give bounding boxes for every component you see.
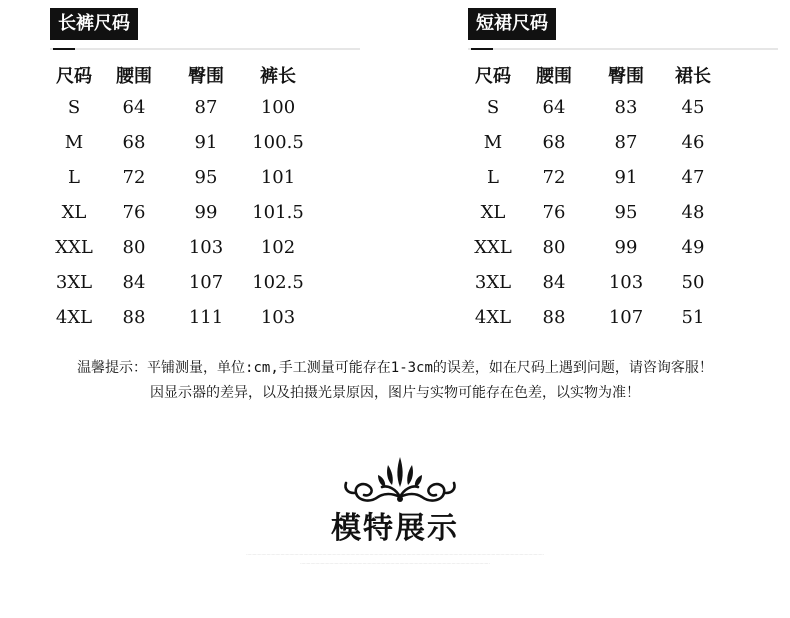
cell-size: 4XL — [55, 307, 93, 328]
cell-length: 48 — [681, 202, 705, 223]
cell-length: 46 — [681, 132, 705, 153]
cell-length: 47 — [681, 167, 705, 188]
skirt-title-divider — [468, 48, 778, 50]
skirt-size-title: 短裙尺码 — [468, 8, 556, 40]
cell-length: 45 — [681, 97, 705, 118]
cell-size: L — [487, 167, 499, 188]
cell-size: 4XL — [474, 307, 512, 328]
pants-title-divider — [50, 48, 360, 50]
table-row — [50, 195, 314, 230]
table-row — [468, 125, 724, 160]
header-waist: 腰围 — [116, 66, 152, 87]
table-row — [50, 90, 314, 125]
decorative-fine-print: ····················································································································································· — [300, 561, 490, 566]
table-row — [468, 90, 724, 125]
skirt-size-panel — [468, 8, 778, 335]
cell-length: 49 — [681, 237, 705, 258]
cell-hip: 107 — [188, 272, 224, 293]
cell-length: 51 — [681, 307, 705, 328]
cell-size: S — [486, 97, 500, 118]
cell-hip: 103 — [608, 272, 644, 293]
cell-waist: 76 — [122, 202, 146, 223]
skirt-size-table — [468, 60, 724, 335]
cell-hip: 95 — [614, 202, 638, 223]
cell-waist: 64 — [122, 97, 146, 118]
cell-waist: 84 — [542, 272, 566, 293]
cell-length: 100.5 — [252, 132, 304, 153]
cell-waist: 88 — [542, 307, 566, 328]
pants-rows — [50, 90, 314, 335]
cell-hip: 107 — [608, 307, 644, 328]
flourish-ornament-icon — [340, 453, 460, 505]
cell-waist: 80 — [542, 237, 566, 258]
table-row — [50, 230, 314, 265]
cell-hip: 83 — [614, 97, 638, 118]
pants-size-title: 长裤尺码 — [50, 8, 138, 40]
table-row — [468, 195, 724, 230]
measurement-notes — [0, 356, 790, 406]
note-line-2: 因显示器的差异，以及拍摄光景原因，图片与实物可能存在色差，以实物为准！ — [150, 385, 640, 401]
header-waist: 腰围 — [536, 66, 572, 87]
cell-size: L — [68, 167, 80, 188]
cell-length: 101 — [260, 167, 296, 188]
cell-waist: 68 — [122, 132, 146, 153]
cell-size: XL — [61, 202, 87, 223]
table-row — [468, 230, 724, 265]
divider-accent — [53, 48, 75, 50]
header-length: 裤长 — [260, 66, 296, 87]
cell-hip: 99 — [614, 237, 638, 258]
cell-length: 102.5 — [252, 272, 304, 293]
cell-hip: 99 — [194, 202, 218, 223]
cell-size: XL — [480, 202, 506, 223]
cell-size: S — [67, 97, 81, 118]
table-header-row — [468, 60, 724, 90]
table-row — [468, 300, 724, 335]
note-line-1: 温馨提示：平铺测量，单位:cm,手工测量可能存在1-3cm的误差，如在尺码上遇到问题，请咨询客服！ — [77, 360, 713, 376]
table-row — [50, 125, 314, 160]
cell-hip: 103 — [188, 237, 224, 258]
cell-size: M — [483, 132, 503, 153]
table-row — [468, 265, 724, 300]
table-row — [50, 265, 314, 300]
cell-size: XXL — [55, 237, 93, 258]
cell-waist: 76 — [542, 202, 566, 223]
cell-length: 103 — [260, 307, 296, 328]
header-hip: 臀围 — [188, 66, 224, 87]
table-row — [468, 160, 724, 195]
cell-size: XXL — [474, 237, 512, 258]
cell-waist: 80 — [122, 237, 146, 258]
cell-length: 100 — [260, 97, 296, 118]
skirt-rows — [468, 90, 724, 335]
decorative-fine-print: ·········································································································································································································································· — [246, 552, 544, 557]
cell-hip: 111 — [188, 307, 224, 328]
pants-size-table — [50, 60, 314, 335]
header-length: 裙长 — [675, 66, 711, 87]
cell-waist: 64 — [542, 97, 566, 118]
cell-length: 101.5 — [252, 202, 304, 223]
cell-length: 102 — [260, 237, 296, 258]
table-row — [50, 160, 314, 195]
header-hip: 臀围 — [608, 66, 644, 87]
cell-size: M — [64, 132, 84, 153]
cell-length: 50 — [681, 272, 705, 293]
cell-hip: 95 — [194, 167, 218, 188]
table-row — [50, 300, 314, 335]
pants-size-panel — [50, 8, 360, 335]
cell-size: 3XL — [474, 272, 512, 293]
cell-hip: 91 — [614, 167, 638, 188]
cell-waist: 84 — [122, 272, 146, 293]
table-header-row — [50, 60, 314, 90]
header-size: 尺码 — [475, 66, 511, 87]
cell-hip: 91 — [194, 132, 218, 153]
cell-waist: 72 — [542, 167, 566, 188]
cell-hip: 87 — [614, 132, 638, 153]
cell-waist: 88 — [122, 307, 146, 328]
header-size: 尺码 — [56, 66, 92, 87]
cell-waist: 72 — [122, 167, 146, 188]
cell-hip: 87 — [194, 97, 218, 118]
divider-accent — [471, 48, 493, 50]
cell-size: 3XL — [55, 272, 93, 293]
model-showcase-title: 模特展示 — [331, 511, 459, 546]
cell-waist: 68 — [542, 132, 566, 153]
